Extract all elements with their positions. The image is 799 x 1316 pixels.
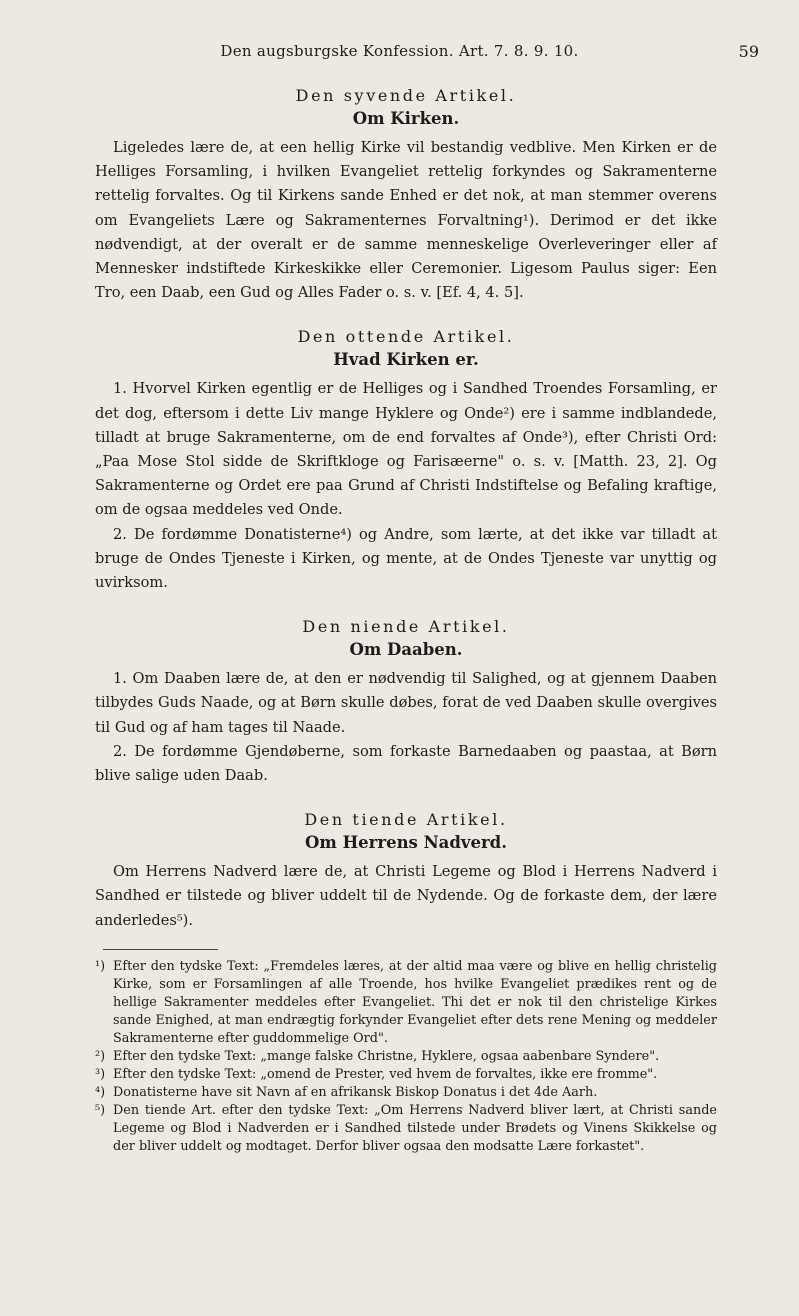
article-title: Den syvende Artikel. — [295, 86, 517, 105]
article-heading: Om Daaben. — [349, 640, 463, 660]
footnote-text: Efter den tydske Text: „Fremdeles læres, at der altid maa være og blive en hellig christelig Kirke, som er Forsamlingen af alle Troende, hos hvilke Evangeliet prædikes rent og de hellige Sakramenter meddeles efter Evangeliet. Thi det er nok til den christelige Kirkes sande Enighed, at man endrægtig forkynder Evangeliet efter dets rene Mening og meddeler Sakramenterne efter guddommelige Ord". — [113, 958, 717, 1046]
footnote-mark: ⁵) — [95, 1102, 106, 1118]
footnote — [95, 958, 717, 1048]
article-title: Den ottende Artikel. — [297, 327, 515, 347]
page-body — [95, 86, 717, 1156]
article-title: Den niende Artikel. — [302, 617, 510, 637]
article-7 — [95, 86, 717, 305]
footnote — [95, 1084, 717, 1102]
article-8 — [95, 327, 717, 595]
running-title: Den augsburgske Konfession. Art. 7. 8. 9. 10. — [220, 42, 579, 60]
footnote-divider — [103, 949, 218, 950]
article-title: Den tiende Artikel. — [304, 810, 508, 830]
paragraph: 2. De fordømme Donatisterne⁴) og Andre, som lærte, at det ikke var tilladt at bruge de Ondes Tjeneste i Kirken, og mente, at de Ondes Tjeneste var unyttig og uvirksom. — [95, 525, 717, 592]
footnote-mark: ³) — [95, 1066, 106, 1082]
article-heading: Hvad Kirken er. — [333, 350, 479, 370]
footnote-text: Donatisterne have sit Navn af en afrikansk Biskop Donatus i det 4de Aarh. — [113, 1084, 598, 1100]
paragraph: 1. Hvorvel Kirken egentlig er de Helliges og i Sandhed Troendes Forsamling, er det dog, eftersom i dette Liv mange Hyklere og Onde²) ere i samme indblandede, tilladt at bruge Sakramenterne, om de end forvaltes af Onde³), efter Christi Ord: „Paa Mose Stol sidde de Skriftkloge og Farisæerne" o. s. v. [Matth. 23, 2]. Og Sakramenterne og Ordet ere paa Grund af Christi Indstiftelse og Befaling kraftige, om de ogsaa meddeles ved Onde. — [95, 380, 717, 519]
paragraph: 1. Om Daaben lære de, at den er nødvendig til Salighed, og at gjennem Daaben tilbydes Guds Naade, og at Børn skulle døbes, forat de ved Daaben skulle overgives til Gud og af ham tages til Naade. — [95, 670, 717, 736]
paragraph: 2. De fordømme Gjendøberne, som forkaste Barnedaaben og paastaa, at Børn blive salige uden Daab. — [95, 742, 717, 785]
footnote-mark: ¹) — [95, 958, 106, 974]
footnote-text: Efter den tydske Text: „omend de Prester, ved hvem de forvaltes, ikke ere fromme". — [113, 1066, 658, 1082]
paragraph: Ligeledes lære de, at een hellig Kirke vil bestandig vedblive. Men Kirken er de Helliges Forsamling, i hvilken Evangeliet rettelig forkyndes og Sakramenterne rettelig forvaltes. Og til Kirkens sande Enhed er det nok, at man stemmer overens om Evangeliets Lære og Sakramenternes Forvaltning¹). Derimod er det ikke nødvendigt, at der overalt er de samme menneskelige Overleveringer eller af Mennesker indstiftede Kirkeskikke eller Ceremonier. Ligesom Paulus siger: Een Tro, een Daab, een Gud og Alles Fader o. s. v. [Ef. 4, 4. 5]. — [95, 139, 717, 302]
footnote — [95, 1048, 717, 1066]
footnote-text: Efter den tydske Text: „mange falske Christne, Hyklere, ogsaa aabenbare Syndere". — [113, 1048, 660, 1064]
footnotes — [95, 958, 717, 1156]
article-heading: Om Kirken. — [352, 109, 460, 128]
paragraph: Om Herrens Nadverd lære de, at Christi Legeme og Blod i Herrens Nadverd i Sandhed er tilstede og bliver uddelt til de Nydende. Og de forkaste dem, der lære anderledes⁵). — [95, 863, 717, 929]
article-heading: Om Herrens Nadverd. — [305, 833, 507, 853]
page-number: 59 — [738, 42, 759, 61]
running-header — [0, 40, 799, 70]
article-9 — [95, 617, 717, 788]
footnote — [95, 1066, 717, 1084]
footnote-text: Den tiende Art. efter den tydske Text: „Om Herrens Nadverd bliver lært, at Christi sande Legeme og Blod i Nadverden er i Sandhed tilstede under Brødets og Vinens Skikkelse og der bliver uddelt og modtaget. Derfor bliver ogsaa den modsatte Lære forkastet". — [113, 1102, 717, 1154]
footnote-mark: ²) — [95, 1048, 106, 1064]
article-10 — [95, 810, 717, 933]
footnote-mark: ⁴) — [95, 1084, 106, 1100]
footnote — [95, 1102, 717, 1156]
